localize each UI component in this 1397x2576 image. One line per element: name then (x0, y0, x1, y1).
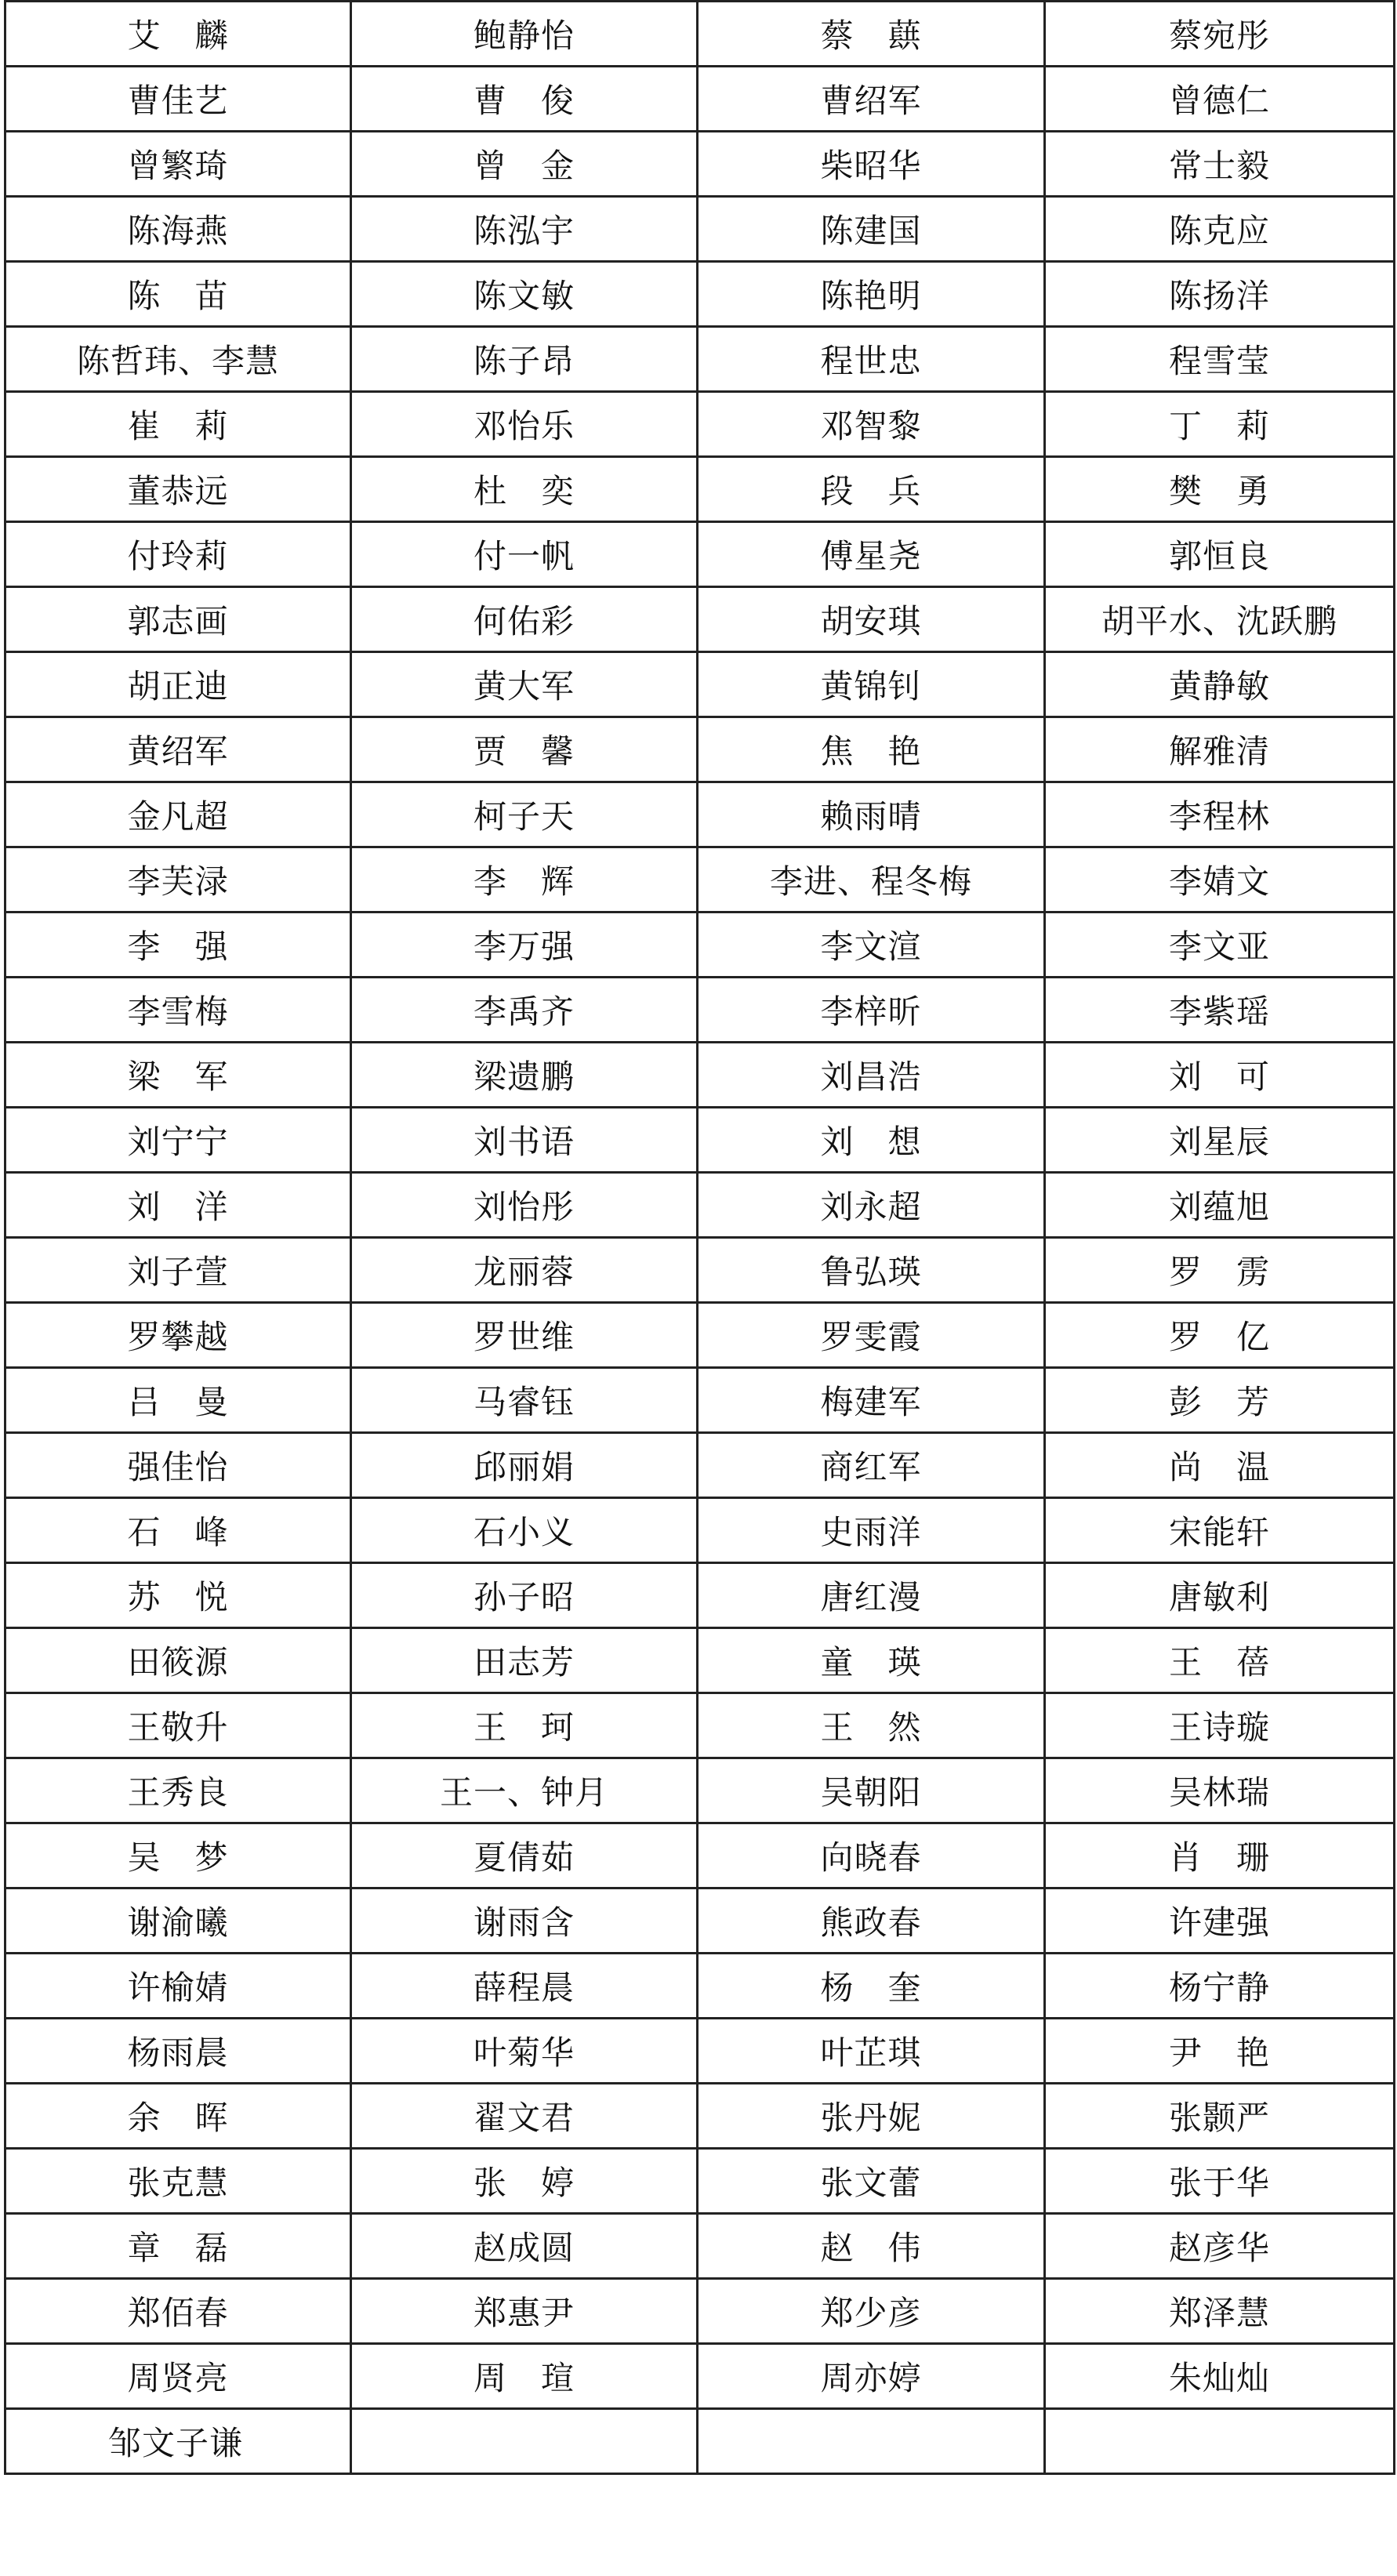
table-row (5, 2409, 1395, 2474)
name-cell: 段 兵 (698, 457, 1045, 522)
name-cell: 李紫瑶 (1045, 978, 1395, 1043)
name-cell: 马睿钰 (351, 1368, 698, 1433)
name-cell: 石 峰 (5, 1498, 351, 1563)
name-cell: 崔 莉 (5, 392, 351, 457)
name-cell: 王一、钟月 (351, 1758, 698, 1823)
name-cell: 吴林瑞 (1045, 1758, 1395, 1823)
name-cell: 胡安琪 (698, 587, 1045, 652)
name-cell: 杨雨晨 (5, 2019, 351, 2084)
name-cell: 焦 艳 (698, 717, 1045, 782)
name-cell: 梅建军 (698, 1368, 1045, 1433)
name-cell: 曾 金 (351, 132, 698, 197)
name-cell: 艾 麟 (5, 2, 351, 67)
name-cell: 曹 俊 (351, 67, 698, 132)
name-cell: 向晓春 (698, 1823, 1045, 1888)
table-row (5, 1108, 1395, 1173)
name-cell: 王 珂 (351, 1693, 698, 1758)
name-cell: 许建强 (1045, 1888, 1395, 1954)
name-cell: 曹绍军 (698, 67, 1045, 132)
name-cell: 黄大军 (351, 652, 698, 717)
name-cell: 田筱源 (5, 1628, 351, 1693)
table-row (5, 782, 1395, 847)
table-row (5, 912, 1395, 978)
name-cell: 张丹妮 (698, 2084, 1045, 2149)
name-cell: 邓智黎 (698, 392, 1045, 457)
name-cell: 陈扬洋 (1045, 262, 1395, 327)
name-cell: 罗 亿 (1045, 1303, 1395, 1368)
name-cell: 李程林 (1045, 782, 1395, 847)
name-cell: 刘蕴旭 (1045, 1173, 1395, 1238)
table-row (5, 587, 1395, 652)
name-cell: 陈艳明 (698, 262, 1045, 327)
table-row (5, 522, 1395, 587)
name-cell: 田志芳 (351, 1628, 698, 1693)
name-cell: 张颢严 (1045, 2084, 1395, 2149)
name-cell: 苏 悦 (5, 1563, 351, 1628)
name-cell: 王诗璇 (1045, 1693, 1395, 1758)
name-cell: 吴朝阳 (698, 1758, 1045, 1823)
table-row (5, 1628, 1395, 1693)
name-cell: 刘星辰 (1045, 1108, 1395, 1173)
name-cell: 刘 洋 (5, 1173, 351, 1238)
name-cell: 刘 可 (1045, 1043, 1395, 1108)
table-row (5, 2, 1395, 67)
name-cell: 朱灿灿 (1045, 2344, 1395, 2409)
name-cell: 张 婷 (351, 2149, 698, 2214)
name-cell: 夏倩茹 (351, 1823, 698, 1888)
name-cell: 付玲莉 (5, 522, 351, 587)
name-cell: 唐红漫 (698, 1563, 1045, 1628)
name-cell: 余 晖 (5, 2084, 351, 2149)
table-row (5, 1433, 1395, 1498)
name-cell: 郑少彦 (698, 2279, 1045, 2344)
name-cell: 赵成圆 (351, 2214, 698, 2279)
name-cell: 王 蓓 (1045, 1628, 1395, 1693)
name-cell: 李梓昕 (698, 978, 1045, 1043)
name-cell: 黄静敏 (1045, 652, 1395, 717)
name-cell: 章 磊 (5, 2214, 351, 2279)
table-row (5, 978, 1395, 1043)
name-cell: 肖 珊 (1045, 1823, 1395, 1888)
name-cell: 李禹齐 (351, 978, 698, 1043)
name-cell: 唐敏利 (1045, 1563, 1395, 1628)
name-cell: 陈克应 (1045, 197, 1395, 262)
name-cell: 李 辉 (351, 847, 698, 912)
table-row (5, 327, 1395, 392)
table-row (5, 1173, 1395, 1238)
name-cell: 史雨洋 (698, 1498, 1045, 1563)
name-cell: 赖雨晴 (698, 782, 1045, 847)
name-cell: 周 瑄 (351, 2344, 698, 2409)
name-cell: 龙丽蓉 (351, 1238, 698, 1303)
table-row (5, 1043, 1395, 1108)
name-cell: 邹文子谦 (5, 2409, 351, 2474)
name-cell: 李芙渌 (5, 847, 351, 912)
table-row (5, 1758, 1395, 1823)
name-cell: 罗 雳 (1045, 1238, 1395, 1303)
name-cell: 叶菊华 (351, 2019, 698, 2084)
table-row (5, 847, 1395, 912)
name-cell: 赵 伟 (698, 2214, 1045, 2279)
name-cell: 尹 艳 (1045, 2019, 1395, 2084)
name-cell: 陈哲玮、李慧 (5, 327, 351, 392)
name-cell: 曾繁琦 (5, 132, 351, 197)
table-row (5, 2344, 1395, 2409)
name-cell: 刘永超 (698, 1173, 1045, 1238)
name-cell: 胡平水、沈跃鹏 (1045, 587, 1395, 652)
name-cell: 郭志画 (5, 587, 351, 652)
name-cell: 李文渲 (698, 912, 1045, 978)
table-row (5, 2279, 1395, 2344)
name-cell: 张文蕾 (698, 2149, 1045, 2214)
name-cell: 王秀良 (5, 1758, 351, 1823)
name-cell (698, 2409, 1045, 2474)
table-row (5, 1888, 1395, 1954)
name-cell: 罗雯霞 (698, 1303, 1045, 1368)
name-cell: 王 然 (698, 1693, 1045, 1758)
name-cell: 常士毅 (1045, 132, 1395, 197)
name-cell: 胡正迪 (5, 652, 351, 717)
name-cell: 鲁弘瑛 (698, 1238, 1045, 1303)
table-row (5, 1954, 1395, 2019)
table-row (5, 1498, 1395, 1563)
name-cell: 宋能轩 (1045, 1498, 1395, 1563)
name-cell: 彭 芳 (1045, 1368, 1395, 1433)
name-cell: 梁遗鹏 (351, 1043, 698, 1108)
table-row (5, 197, 1395, 262)
name-cell: 尚 温 (1045, 1433, 1395, 1498)
name-cell: 刘书语 (351, 1108, 698, 1173)
name-cell: 郑佰春 (5, 2279, 351, 2344)
table-row (5, 457, 1395, 522)
name-cell: 陈文敏 (351, 262, 698, 327)
name-cell: 程雪莹 (1045, 327, 1395, 392)
name-cell: 罗攀越 (5, 1303, 351, 1368)
table-row (5, 2019, 1395, 2084)
table-row (5, 1368, 1395, 1433)
name-cell: 曾德仁 (1045, 67, 1395, 132)
name-cell: 张于华 (1045, 2149, 1395, 2214)
name-cell: 杨宁静 (1045, 1954, 1395, 2019)
name-cell (1045, 2409, 1395, 2474)
name-cell: 童 瑛 (698, 1628, 1045, 1693)
names-table (4, 0, 1395, 2475)
name-cell: 杜 奕 (351, 457, 698, 522)
name-cell: 刘子萱 (5, 1238, 351, 1303)
name-cell: 吕 曼 (5, 1368, 351, 1433)
name-cell: 孙子昭 (351, 1563, 698, 1628)
name-cell: 李婧文 (1045, 847, 1395, 912)
name-cell: 强佳怡 (5, 1433, 351, 1498)
name-cell: 柴昭华 (698, 132, 1045, 197)
table-row (5, 1693, 1395, 1758)
name-cell: 曹佳艺 (5, 67, 351, 132)
table-row (5, 132, 1395, 197)
table-row (5, 717, 1395, 782)
name-cell: 杨 奎 (698, 1954, 1045, 2019)
name-cell: 石小义 (351, 1498, 698, 1563)
name-cell: 邓怡乐 (351, 392, 698, 457)
name-cell: 李雪梅 (5, 978, 351, 1043)
name-cell: 邱丽娟 (351, 1433, 698, 1498)
name-cell: 黄绍军 (5, 717, 351, 782)
name-cell: 程世忠 (698, 327, 1045, 392)
name-cell: 赵彦华 (1045, 2214, 1395, 2279)
name-cell: 许榆婧 (5, 1954, 351, 2019)
name-cell: 李文亚 (1045, 912, 1395, 978)
name-cell: 李 强 (5, 912, 351, 978)
name-cell: 解雅清 (1045, 717, 1395, 782)
table-row (5, 1823, 1395, 1888)
name-cell: 刘怡彤 (351, 1173, 698, 1238)
name-cell: 谢雨含 (351, 1888, 698, 1954)
name-cell: 蔡 蕻 (698, 2, 1045, 67)
table-row (5, 67, 1395, 132)
name-cell: 商红军 (698, 1433, 1045, 1498)
name-cell: 付一帆 (351, 522, 698, 587)
table-row (5, 1303, 1395, 1368)
name-cell: 陈建国 (698, 197, 1045, 262)
name-cell: 金凡超 (5, 782, 351, 847)
name-cell: 翟文君 (351, 2084, 698, 2149)
name-cell: 陈子昂 (351, 327, 698, 392)
name-cell: 罗世维 (351, 1303, 698, 1368)
table-row (5, 1563, 1395, 1628)
name-cell: 刘昌浩 (698, 1043, 1045, 1108)
name-cell: 周贤亮 (5, 2344, 351, 2409)
name-cell: 郭恒良 (1045, 522, 1395, 587)
name-cell: 黄锦钊 (698, 652, 1045, 717)
name-cell: 梁 军 (5, 1043, 351, 1108)
name-cell: 郑惠尹 (351, 2279, 698, 2344)
name-cell: 陈海燕 (5, 197, 351, 262)
name-cell: 樊 勇 (1045, 457, 1395, 522)
name-cell: 刘宁宁 (5, 1108, 351, 1173)
table-row (5, 392, 1395, 457)
name-cell: 熊政春 (698, 1888, 1045, 1954)
name-cell: 陈泓宇 (351, 197, 698, 262)
name-cell: 董恭远 (5, 457, 351, 522)
table-row (5, 1238, 1395, 1303)
name-cell: 张克慧 (5, 2149, 351, 2214)
name-cell: 叶芷琪 (698, 2019, 1045, 2084)
name-cell: 贾 馨 (351, 717, 698, 782)
table-row (5, 652, 1395, 717)
table-row (5, 2214, 1395, 2279)
name-cell: 薛程晨 (351, 1954, 698, 2019)
name-cell: 谢渝曦 (5, 1888, 351, 1954)
name-cell: 柯子天 (351, 782, 698, 847)
table-row (5, 2084, 1395, 2149)
name-cell: 李万强 (351, 912, 698, 978)
table-row (5, 2149, 1395, 2214)
name-cell (351, 2409, 698, 2474)
name-cell: 陈 苗 (5, 262, 351, 327)
name-cell: 鲍静怡 (351, 2, 698, 67)
name-cell: 李进、程冬梅 (698, 847, 1045, 912)
name-cell: 何佑彩 (351, 587, 698, 652)
name-cell: 郑泽慧 (1045, 2279, 1395, 2344)
name-cell: 周亦婷 (698, 2344, 1045, 2409)
name-cell: 丁 莉 (1045, 392, 1395, 457)
name-cell: 王敬升 (5, 1693, 351, 1758)
name-cell: 傅星尧 (698, 522, 1045, 587)
name-cell: 蔡宛彤 (1045, 2, 1395, 67)
names-table-body (5, 2, 1395, 2474)
table-row (5, 262, 1395, 327)
name-cell: 刘 想 (698, 1108, 1045, 1173)
name-cell: 吴 梦 (5, 1823, 351, 1888)
